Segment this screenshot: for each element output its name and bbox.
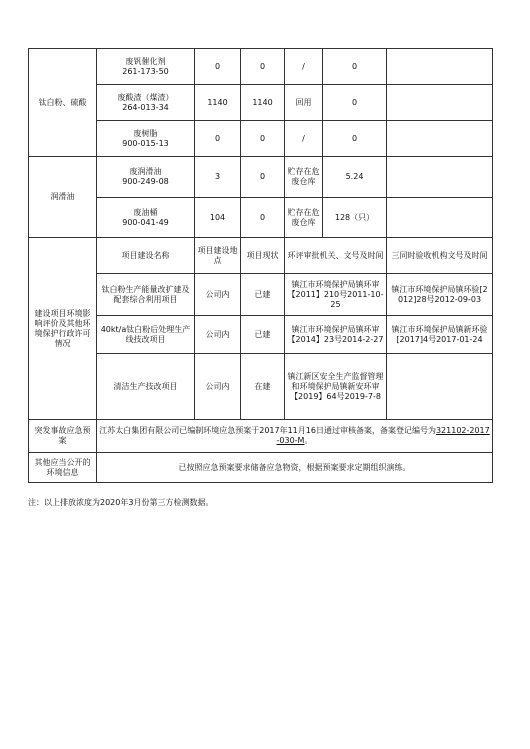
waste-name: 废树脂 bbox=[133, 128, 158, 138]
waste-disposal-cell: 贮存在危废仓库 bbox=[285, 157, 323, 198]
emergency-text: 江苏太白集团有限公司已编制环境应急预案于2017年11月16日通过审核备案，备案登记编号为 bbox=[99, 426, 436, 435]
eia-project-site: 公司内 bbox=[195, 274, 241, 316]
other-info-text: 已按照应急预案要求储备应急物资，根据预案要求定期组织演练。 bbox=[97, 453, 493, 483]
eia-project-status: 已建 bbox=[241, 316, 285, 354]
waste-name-cell bbox=[97, 198, 195, 238]
table-row bbox=[29, 420, 493, 453]
waste-code: 900-041-49 bbox=[122, 217, 169, 227]
waste-disposal-cell: 回用 bbox=[285, 85, 323, 121]
empty-cell bbox=[387, 49, 493, 85]
eia-project-approval: 镇江新区安全生产监督管理和环境保护局镇新安环审【2019】64号2019-7-8 bbox=[285, 354, 387, 420]
eia-project-name: 40kt/a钛白粉后处理生产线技改项目 bbox=[97, 316, 195, 354]
table-row bbox=[29, 49, 493, 85]
eia-project-approval: 镇江市环境保护局镇环审【2014】23号2014-2-27 bbox=[285, 316, 387, 354]
waste-name-cell bbox=[97, 49, 195, 85]
eia-project-name: 清洁生产技改项目 bbox=[97, 354, 195, 420]
empty-cell bbox=[387, 198, 493, 238]
eia-project-acceptance: 镇江市环境保护局镇新环验[2017]4号2017-01-24 bbox=[387, 316, 493, 354]
eia-section-label: 建设项目环境影响评价及其他环境保护行政许可情况 bbox=[29, 238, 97, 420]
waste-code: 264-013-34 bbox=[122, 102, 169, 112]
table-row bbox=[29, 354, 493, 420]
eia-project-name: 钛白粉生产能量改扩建及配套综合利用项目 bbox=[97, 274, 195, 316]
emergency-text-end: 。 bbox=[304, 436, 313, 445]
emergency-text-cell bbox=[97, 420, 493, 453]
waste-category-cell: 润滑油 bbox=[29, 157, 97, 238]
table-row bbox=[29, 198, 493, 238]
empty-cell bbox=[387, 157, 493, 198]
waste-value-cell: 0 bbox=[195, 49, 241, 85]
waste-code: 900-249-08 bbox=[122, 177, 169, 186]
other-info-label: 其他应当公开的环境信息 bbox=[29, 453, 97, 483]
eia-project-status: 已建 bbox=[241, 274, 285, 316]
waste-value-cell: 0 bbox=[195, 121, 241, 157]
waste-value-cell: 0 bbox=[323, 85, 387, 121]
waste-name-cell bbox=[97, 121, 195, 157]
eia-project-site: 公司内 bbox=[195, 316, 241, 354]
table-row bbox=[29, 121, 493, 157]
environment-info-table bbox=[28, 48, 493, 483]
waste-value-cell: 1140 bbox=[195, 85, 241, 121]
table-row bbox=[29, 85, 493, 121]
table-row bbox=[29, 238, 493, 274]
waste-name-cell bbox=[97, 85, 195, 121]
eia-header-status: 项目现状 bbox=[241, 238, 285, 274]
empty-cell bbox=[387, 121, 493, 157]
waste-name: 废酸渣（煤渣） bbox=[117, 92, 174, 102]
waste-name: 废钒催化剂 bbox=[125, 56, 166, 66]
empty-cell bbox=[387, 85, 493, 121]
waste-code: 261-173-50 bbox=[122, 66, 169, 76]
waste-disposal-cell: 贮存在危废仓库 bbox=[285, 198, 323, 238]
table-row bbox=[29, 157, 493, 198]
waste-category-cell: 钛白粉、硫酸 bbox=[29, 49, 97, 157]
eia-project-acceptance bbox=[387, 354, 493, 420]
eia-header-acceptance: 三同时验收机构文号及时间 bbox=[387, 238, 493, 274]
table-row bbox=[29, 316, 493, 354]
waste-value-cell: 5.24 bbox=[323, 157, 387, 198]
eia-project-status: 在建 bbox=[241, 354, 285, 420]
waste-value-cell: 0 bbox=[241, 198, 285, 238]
eia-project-approval: 镇江市环境保护局镇环审【2011】210号2011-10-25 bbox=[285, 274, 387, 316]
table-row bbox=[29, 453, 493, 483]
waste-value-cell: 0 bbox=[241, 49, 285, 85]
waste-value-cell: 104 bbox=[195, 198, 241, 238]
eia-project-site: 公司内 bbox=[195, 354, 241, 420]
waste-disposal-cell: / bbox=[285, 121, 323, 157]
waste-name: 废油桶 bbox=[133, 207, 158, 217]
table-row bbox=[29, 274, 493, 316]
eia-header-approval: 环评审批机关、文号及时间 bbox=[285, 238, 387, 274]
footnote: 注：以上排放浓度为2020年3月份第三方检测数据。 bbox=[28, 498, 214, 507]
waste-name: 废润滑油 bbox=[129, 167, 162, 176]
waste-value-cell: 0 bbox=[323, 121, 387, 157]
waste-value-cell: 128（只） bbox=[323, 198, 387, 238]
waste-name-cell bbox=[97, 157, 195, 198]
emergency-label: 突发事故应急预案 bbox=[29, 420, 97, 453]
waste-disposal-cell: / bbox=[285, 49, 323, 85]
waste-value-cell: 1140 bbox=[241, 85, 285, 121]
waste-value-cell: 0 bbox=[241, 121, 285, 157]
eia-header-name: 项目建设名称 bbox=[97, 238, 195, 274]
waste-code: 900-015-13 bbox=[122, 138, 169, 148]
eia-project-acceptance: 镇江市环境保护局镇环验[2012]28号2012-09-03 bbox=[387, 274, 493, 316]
waste-value-cell: 0 bbox=[241, 157, 285, 198]
eia-header-site: 项目建设地点 bbox=[195, 238, 241, 274]
waste-value-cell: 0 bbox=[323, 49, 387, 85]
emergency-record-number: 321102-2017-030-M bbox=[276, 426, 490, 445]
waste-value-cell: 3 bbox=[195, 157, 241, 198]
